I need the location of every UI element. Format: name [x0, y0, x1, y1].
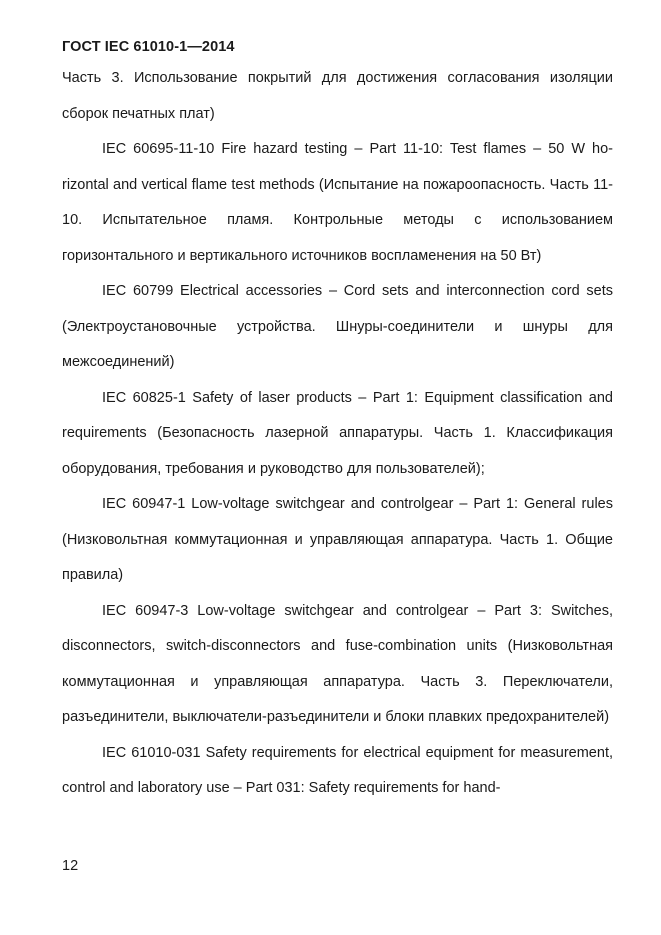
- paragraph-iec-60799: IEC 60799 Electrical accessories – Cord sets and interconnection cord sets (Электроустановочные устройства. Шнуры-соединители и шнуры для межсоединений): [62, 283, 613, 370]
- paragraph-iec-61010-031: IEC 61010-031 Safety requirements for electrical equipment for measurement, control and laboratory use – Part 031: Safety requirements for hand-: [62, 744, 613, 796]
- paragraph-iec-60947-1: IEC 60947-1 Low-voltage switchgear and controlgear – Part 1: General rules (Низковольтная коммутационная и управляющая аппаратура. Часть 1. Общие правила): [62, 496, 613, 583]
- page-number: 12: [62, 858, 79, 874]
- paragraph-iec-60825-1: IEC 60825-1 Safety of laser products – Part 1: Equipment classification and requirements (Безопасность лазерной аппаратуры. Часть 1. Классификация оборудования, требования и руководство для пользователей);: [62, 389, 613, 477]
- standard-header: ГОСТ IEC 61010-1—2014: [62, 39, 235, 55]
- paragraph-iec-60947-3: IEC 60947-3 Low-voltage switchgear and controlgear – Part 3: Switches, disconnectors, switch-disconnectors and fuse-combination units (Низковольтная коммутационная и управляющая аппаратура. Часть 3. Переключатели, разъединители, выключатели-разъединители и блоки плавких предохранителей): [62, 602, 613, 725]
- body-text: [62, 61, 613, 807]
- paragraph-iec-60695-11-10: IEC 60695-11-10 Fire hazard testing – Part 11-10: Test flames – 50 W horizontal and vertical flame test methods (Испытание на пожароопасность. Часть 11-10. Испытательное пламя. Контрольные методы с использованием горизонтального и вертикального источников воспламенения на 50 Вт): [62, 141, 613, 264]
- paragraph-continuation: Часть 3. Использование покрытий для достижения согласования изоляции сборок печатных плат): [62, 70, 613, 122]
